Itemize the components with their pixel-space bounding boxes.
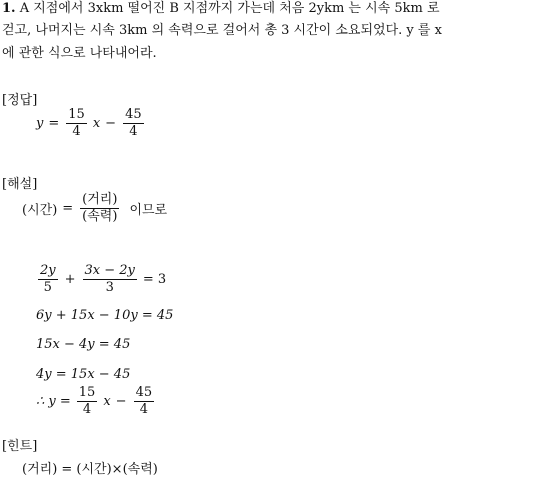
eq1-f2-num: 3x − 2y — [84, 263, 135, 278]
eq5-prefix: ∴ y = — [36, 394, 71, 409]
eq1-f1-den: 5 — [43, 280, 52, 295]
problem-text-2: 걷고, 나머지는 시속 3km 의 속력으로 걸어서 총 3 시간이 소요되었다. y 를 x — [2, 23, 442, 38]
solution-equation-1 — [36, 263, 166, 295]
answer-fraction-1 — [66, 108, 87, 139]
eq1-fraction-2 — [83, 264, 137, 295]
answer-fraction-2 — [123, 108, 144, 139]
solution-equation-3: 15x − 4y = 45 — [36, 337, 131, 352]
answer-lhs: y — [36, 116, 44, 131]
eq5-fraction-1 — [77, 386, 98, 417]
problem-text-3: 에 관한 식으로 나타내어라. — [2, 46, 157, 61]
time-lhs: (시간) — [22, 203, 58, 218]
eq5-f1-den: 4 — [82, 402, 92, 417]
solution-equation-2: 6y + 15x − 10y = 45 — [36, 308, 174, 323]
time-suffix: 이므로 — [129, 203, 168, 218]
answer-frac1-den: 4 — [72, 124, 81, 139]
answer-var: x — [92, 116, 101, 131]
hint-header: [힌트] — [2, 439, 38, 454]
answer-eq: = — [48, 116, 60, 131]
solution-equation-5 — [36, 386, 156, 417]
eq1-fraction-1 — [38, 264, 58, 295]
eq1-rhs: = 3 — [142, 272, 167, 287]
time-fraction — [80, 193, 119, 224]
problem-line-3 — [2, 45, 157, 63]
eq1-f2-den: 3 — [105, 280, 114, 295]
answer-frac2-num: 45 — [125, 107, 142, 122]
problem-number: 1. — [2, 1, 16, 16]
time-formula — [22, 193, 167, 224]
eq1-plus: + — [64, 272, 76, 287]
problem-line-1 — [2, 0, 440, 18]
answer-header: [정답] — [2, 93, 38, 108]
hint-formula: (거리) = (시간)×(속력) — [22, 462, 158, 477]
answer-frac1-num: 15 — [68, 107, 85, 122]
eq5-f2-den: 4 — [139, 402, 148, 417]
eq5-fraction-2 — [134, 386, 155, 417]
answer-minus: − — [105, 116, 117, 131]
answer-equation — [36, 108, 146, 139]
problem-text-1: A 지점에서 3xkm 떨어진 B 지점까지 가는데 처음 2ykm 는 시속 5km 로 — [19, 1, 440, 16]
eq5-f2-num: 45 — [135, 385, 153, 400]
eq5-f1-num: 15 — [78, 385, 96, 400]
solution-equation-4: 4y = 15x − 45 — [36, 367, 131, 382]
eq5-var: x — [103, 394, 111, 409]
answer-frac2-den: 4 — [129, 124, 138, 139]
eq5-minus: − — [115, 394, 127, 409]
time-den: (속력) — [82, 209, 118, 224]
eq1-f1-num: 2y — [40, 263, 56, 278]
time-num: (거리) — [82, 192, 118, 207]
time-eq: = — [62, 201, 74, 216]
solution-header: [해설] — [2, 177, 38, 192]
problem-line-2 — [2, 22, 442, 40]
